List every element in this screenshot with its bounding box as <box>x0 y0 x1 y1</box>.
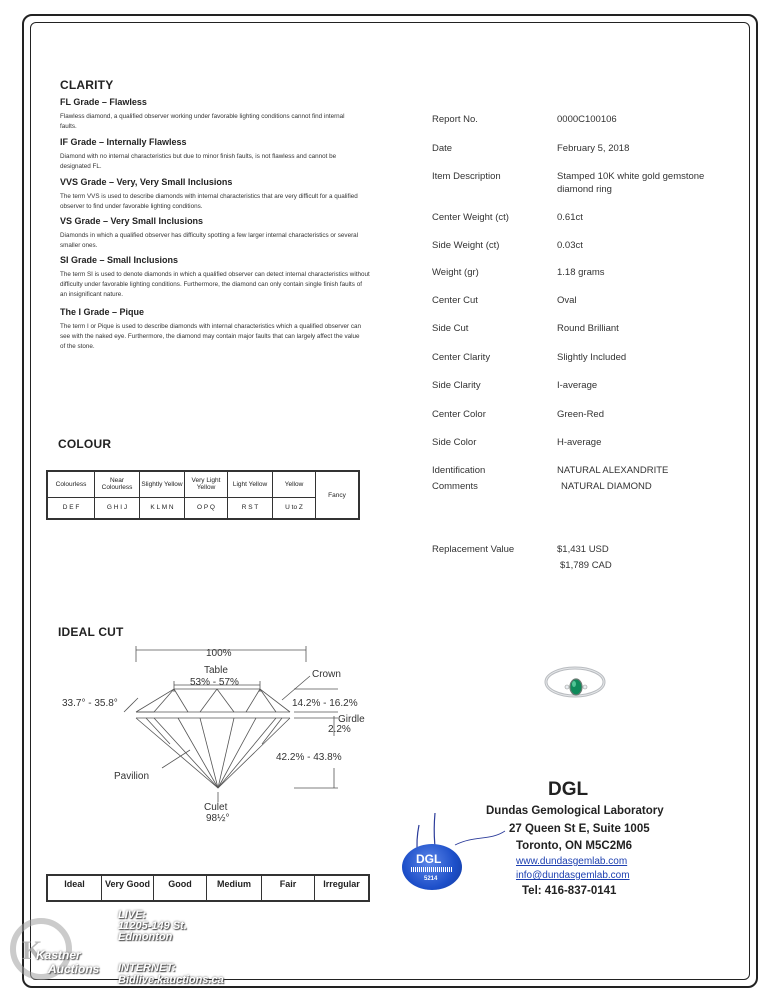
clarity-grade-text: The term SI is used to denote diamonds in which a qualified observer can detect internal characteristics without difficulty under favorable lighting conditions. Furthermore, the diamond can only contain single finish faults of an insignificant nature. <box>60 271 370 298</box>
colour-col-letters: G H I J <box>95 497 140 519</box>
colour-col-name: Slightly Yellow <box>140 471 185 497</box>
report-value: Slightly Included <box>557 352 627 363</box>
report-label: Report No. <box>432 114 478 125</box>
cut-grade-cell: Good <box>153 874 207 902</box>
colour-col-name: Fancy <box>316 471 360 519</box>
replacement-label: Replacement Value <box>432 544 515 555</box>
clarity-grade-title: IF Grade – Internally Flawless <box>60 137 187 147</box>
clarity-grade-text: The term I or Pique is used to describe diamonds with internal characteristics which a qualified observer can see with the naked eye. Furthermore, the diamond may contain major faults that can largely affect the value of the stone. <box>60 323 361 350</box>
colour-col-name: Yellow <box>273 471 316 497</box>
cut-label-culet-value: 98½° <box>206 813 230 824</box>
report-value: February 5, 2018 <box>557 143 630 154</box>
replacement-usd: $1,431 USD <box>557 544 609 555</box>
watermark-live-block <box>118 910 187 943</box>
clarity-grade-title: VVS Grade – Very, Very Small Inclusions <box>60 177 233 187</box>
report-value: Round Brilliant <box>557 323 619 334</box>
cut-label-crown-angle: 33.7° - 35.8° <box>62 698 118 709</box>
report-label: Item Description <box>432 171 501 182</box>
lab-email-link[interactable]: info@dundasgemlab.com <box>516 870 630 881</box>
cut-label-crown-height: 14.2% - 16.2% <box>292 698 358 709</box>
report-value: H-average <box>557 437 602 448</box>
report-value: 0.61ct <box>557 212 583 223</box>
report-value: 0000C100106 <box>557 114 617 125</box>
internet-url[interactable]: Bidlive.kauctions.ca <box>118 974 224 986</box>
report-label: Center Color <box>432 409 486 420</box>
internet-label: INTERNET: <box>118 962 176 974</box>
clarity-grade-title: VS Grade – Very Small Inclusions <box>60 216 204 226</box>
colour-col-name: Very Light Yellow <box>185 471 228 497</box>
colour-col-name: Light Yellow <box>228 471 273 497</box>
seal-barcode <box>411 867 453 872</box>
identification-label: Identification <box>432 465 486 476</box>
cut-label-culet: Culet <box>204 802 228 813</box>
report-label: Center Weight (ct) <box>432 212 509 223</box>
cut-label-girdle: Girdle <box>338 714 365 725</box>
logo-k: K <box>22 936 43 965</box>
cut-label-table: Table <box>204 665 228 676</box>
report-label: Weight (gr) <box>432 267 479 278</box>
lab-abbr: DGL <box>548 779 589 800</box>
lab-address-line2: Toronto, ON M5C2M6 <box>516 840 633 852</box>
cut-grade-cell: Medium <box>206 874 262 902</box>
colour-col-letters: O P Q <box>185 497 228 519</box>
cut-label-crown: Crown <box>312 669 341 680</box>
watermark-internet-block <box>118 962 224 986</box>
lab-website-link[interactable]: www.dundasgemlab.com <box>516 856 628 867</box>
report-label: Center Cut <box>432 295 478 306</box>
live-address-line1: 11205-149 St. <box>118 920 187 932</box>
report-label: Side Weight (ct) <box>432 240 500 251</box>
seal-text: DGL <box>416 852 442 866</box>
colour-heading: COLOUR <box>58 437 112 451</box>
colour-col-name: Near Colourless <box>95 471 140 497</box>
cut-label-girdle-pct: 2.2% <box>328 724 351 735</box>
report-value: 1.18 grams <box>557 267 605 278</box>
colour-col-letters: R S T <box>228 497 273 519</box>
colour-col-letters: D E F <box>47 497 95 519</box>
report-value: I-average <box>557 380 598 391</box>
lab-name: Dundas Gemological Laboratory <box>486 805 664 817</box>
report-label: Date <box>432 143 453 154</box>
clarity-grade-text: Diamonds in which a qualified observer has difficulty spotting a few larger internal characteristics or several smaller ones. <box>60 232 359 249</box>
report-label: Side Clarity <box>432 380 481 391</box>
cut-grade-cell: Very Good <box>101 874 154 902</box>
report-value: Stamped 10K white gold gemstone diamond ring <box>557 171 705 195</box>
comments-value: NATURAL DIAMOND <box>561 481 652 492</box>
report-label: Side Color <box>432 437 477 448</box>
cut-grade-cell: Irregular <box>314 874 370 902</box>
ring-photo <box>540 652 610 712</box>
clarity-grade-title: The I Grade – Pique <box>60 307 145 317</box>
report-label: Side Cut <box>432 323 469 334</box>
colour-col-letters: K L M N <box>140 497 185 519</box>
cut-label-width: 100% <box>206 648 232 659</box>
clarity-grade-text: Flawless diamond, a qualified observer working under favorable lighting conditions cannot find internal faults. <box>60 113 345 130</box>
clarity-grade-title: SI Grade – Small Inclusions <box>60 255 179 265</box>
colour-scale-table <box>46 470 360 520</box>
clarity-grade-title: FL Grade – Flawless <box>60 97 147 107</box>
clarity-grade-text: Diamond with no internal characteristics but due to minor finish faults, is not flawless and cannot be designated FL. <box>60 153 337 170</box>
report-value: Green-Red <box>557 409 604 420</box>
clarity-grade-text: The term VVS is used to describe diamonds with internal characteristics that are very difficult for a qualified observer to find under favorable lighting conditions. <box>60 193 358 210</box>
dgl-seal <box>402 844 462 890</box>
seal-number: 5214 <box>424 876 438 882</box>
clarity-heading: CLARITY <box>60 78 114 92</box>
report-value: 0.03ct <box>557 240 583 251</box>
colour-col-letters: U to Z <box>273 497 316 519</box>
identification-value: NATURAL ALEXANDRITE <box>557 465 669 476</box>
cut-label-table-range: 53% - 57% <box>190 677 239 688</box>
report-label: Center Clarity <box>432 352 491 363</box>
kastner-auctions-logo <box>6 914 110 994</box>
logo-brand-line2: Auctions <box>48 962 100 976</box>
live-address-line2: Edmonton <box>118 931 173 943</box>
colour-col-name: Colourless <box>47 471 95 497</box>
cut-label-pavilion-depth: 42.2% - 43.8% <box>276 752 342 763</box>
cut-grade-cell: Ideal <box>46 874 102 902</box>
replacement-cad: $1,789 CAD <box>560 560 612 571</box>
report-value: Oval <box>557 295 577 306</box>
live-label: LIVE: <box>118 909 147 921</box>
cut-grade-cell: Fair <box>261 874 315 902</box>
lab-telephone: Tel: 416-837-0141 <box>522 885 617 897</box>
comments-label: Comments <box>432 481 478 492</box>
lab-address-line1: 27 Queen St E, Suite 1005 <box>509 823 650 835</box>
ideal-cut-heading: IDEAL CUT <box>58 625 124 639</box>
logo-brand-line1: Kastner <box>36 948 81 962</box>
cut-label-pavilion: Pavilion <box>114 771 150 782</box>
